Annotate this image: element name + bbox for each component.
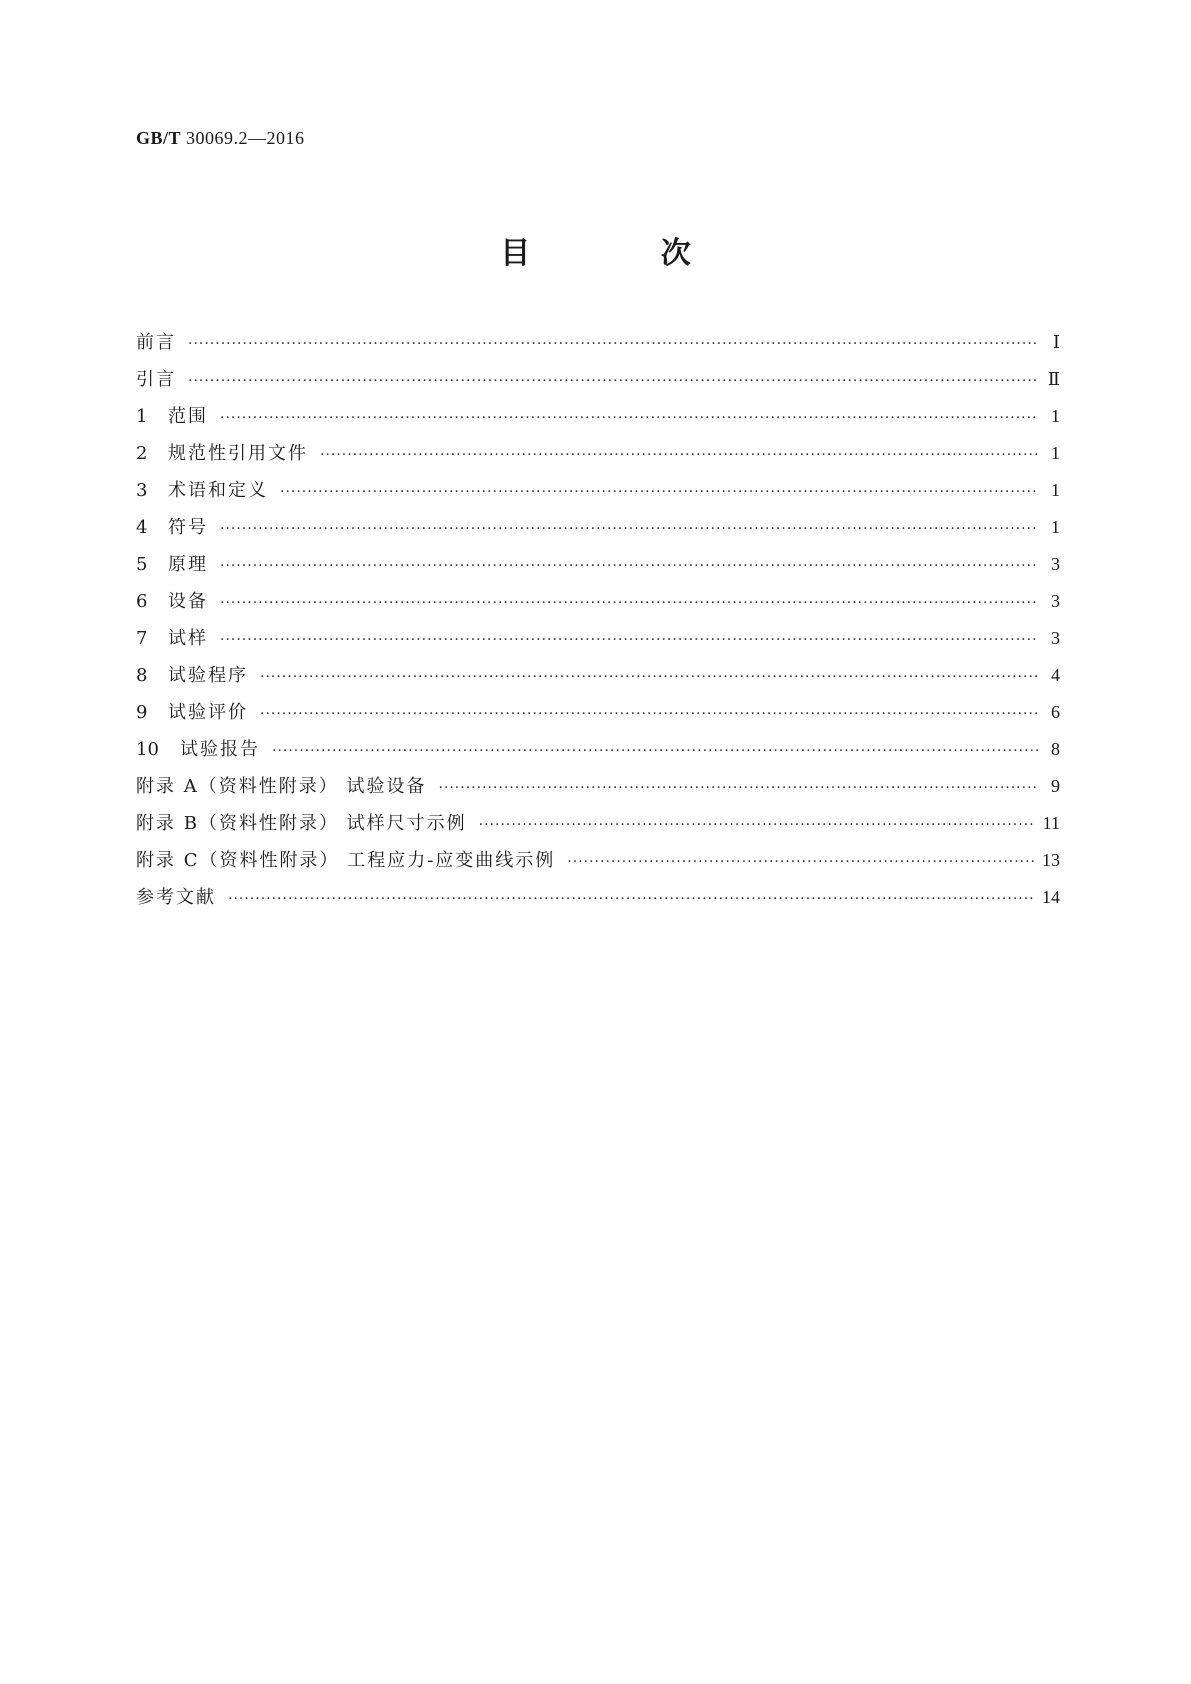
toc-entry-label: 术语和定义 xyxy=(168,480,268,501)
toc-entry-label: 引言 xyxy=(136,369,176,390)
toc-entry-page: 14 xyxy=(1042,887,1060,907)
table-of-contents xyxy=(136,328,1060,920)
toc-entry-symbols[interactable] xyxy=(136,513,1060,550)
toc-entry-test-evaluation[interactable] xyxy=(136,698,1060,735)
toc-entry-principle[interactable] xyxy=(136,550,1060,587)
toc-entry-label: 符号 xyxy=(168,517,208,538)
standard-code xyxy=(136,128,305,149)
dot-leader xyxy=(228,891,1034,907)
dot-leader xyxy=(188,336,1038,352)
dot-leader xyxy=(280,484,1038,500)
toc-entry-terms-definitions[interactable] xyxy=(136,476,1060,513)
toc-entry-number: 4 xyxy=(136,517,148,538)
toc-entry-page: Ⅰ xyxy=(1052,332,1060,352)
dot-leader xyxy=(260,706,1038,722)
toc-entry-page: 6 xyxy=(1051,702,1060,722)
dot-leader xyxy=(220,595,1038,611)
toc-entry-number: 3 xyxy=(136,480,148,501)
toc-entry-page: 3 xyxy=(1051,591,1060,611)
toc-entry-label: 试样 xyxy=(168,628,208,649)
toc-entry-page: 9 xyxy=(1051,776,1060,796)
toc-entry-number: 10 xyxy=(136,739,159,760)
toc-entry-page: 3 xyxy=(1051,628,1060,648)
toc-entry-page: 1 xyxy=(1051,406,1060,426)
toc-entry-scope[interactable] xyxy=(136,402,1060,439)
toc-entry-label: 附录 B（资料性附录） 试样尺寸示例 xyxy=(136,813,467,834)
toc-entry-normative-references[interactable] xyxy=(136,439,1060,476)
toc-entry-page: 13 xyxy=(1042,850,1060,870)
toc-entry-page: 1 xyxy=(1051,443,1060,463)
dot-leader xyxy=(320,447,1038,463)
toc-entry-label: 原理 xyxy=(168,554,208,575)
toc-entry-number: 1 xyxy=(136,406,148,427)
toc-entry-specimen[interactable] xyxy=(136,624,1060,661)
toc-entry-label: 试验报告 xyxy=(180,739,260,760)
toc-entry-page: Ⅱ xyxy=(1047,369,1060,389)
toc-entry-test-report[interactable] xyxy=(136,735,1060,772)
dot-leader xyxy=(479,817,1035,833)
toc-entry-apparatus[interactable] xyxy=(136,587,1060,624)
dot-leader xyxy=(220,521,1038,537)
toc-entry-page: 8 xyxy=(1051,739,1060,759)
toc-entry-label: 附录 A（资料性附录） 试验设备 xyxy=(136,776,427,797)
toc-entry-introduction[interactable] xyxy=(136,365,1060,402)
dot-leader xyxy=(220,410,1038,426)
dot-leader xyxy=(220,558,1038,574)
dot-leader xyxy=(438,780,1038,796)
toc-entry-annex-c[interactable] xyxy=(136,846,1060,883)
toc-entry-page: 1 xyxy=(1051,517,1060,537)
toc-entry-number: 6 xyxy=(136,591,148,612)
toc-entry-page: 4 xyxy=(1051,665,1060,685)
toc-entry-number: 5 xyxy=(136,554,148,575)
toc-entry-preface[interactable] xyxy=(136,328,1060,365)
toc-entry-test-procedure[interactable] xyxy=(136,661,1060,698)
toc-entry-page: 1 xyxy=(1051,480,1060,500)
toc-entry-number: 8 xyxy=(136,665,148,686)
dot-leader xyxy=(188,373,1038,389)
toc-entry-number: 2 xyxy=(136,443,148,464)
dot-leader xyxy=(272,743,1038,759)
toc-title: 目 次 xyxy=(500,236,751,271)
toc-entry-label: 附录 C（资料性附录） 工程应力-应变曲线示例 xyxy=(136,850,556,871)
toc-entry-label: 前言 xyxy=(136,332,176,353)
toc-entry-label: 设备 xyxy=(168,591,208,612)
toc-entry-label: 参考文献 xyxy=(136,887,216,908)
toc-entry-annex-a[interactable] xyxy=(136,772,1060,809)
toc-entry-number: 7 xyxy=(136,628,148,649)
toc-entry-page: 3 xyxy=(1051,554,1060,574)
toc-entry-label: 试验评价 xyxy=(168,702,248,723)
dot-leader xyxy=(567,854,1034,870)
standard-prefix: GB/T xyxy=(136,128,182,148)
toc-entry-label: 规范性引用文件 xyxy=(168,443,308,464)
toc-entry-number: 9 xyxy=(136,702,148,723)
toc-entry-annex-b[interactable] xyxy=(136,809,1060,846)
dot-leader xyxy=(220,632,1038,648)
toc-entry-label: 范围 xyxy=(168,406,208,427)
toc-entry-page: 11 xyxy=(1042,813,1060,833)
toc-entry-bibliography[interactable] xyxy=(136,883,1060,920)
standard-number: 30069.2—2016 xyxy=(186,128,305,148)
dot-leader xyxy=(260,669,1038,685)
toc-entry-label: 试验程序 xyxy=(168,665,248,686)
